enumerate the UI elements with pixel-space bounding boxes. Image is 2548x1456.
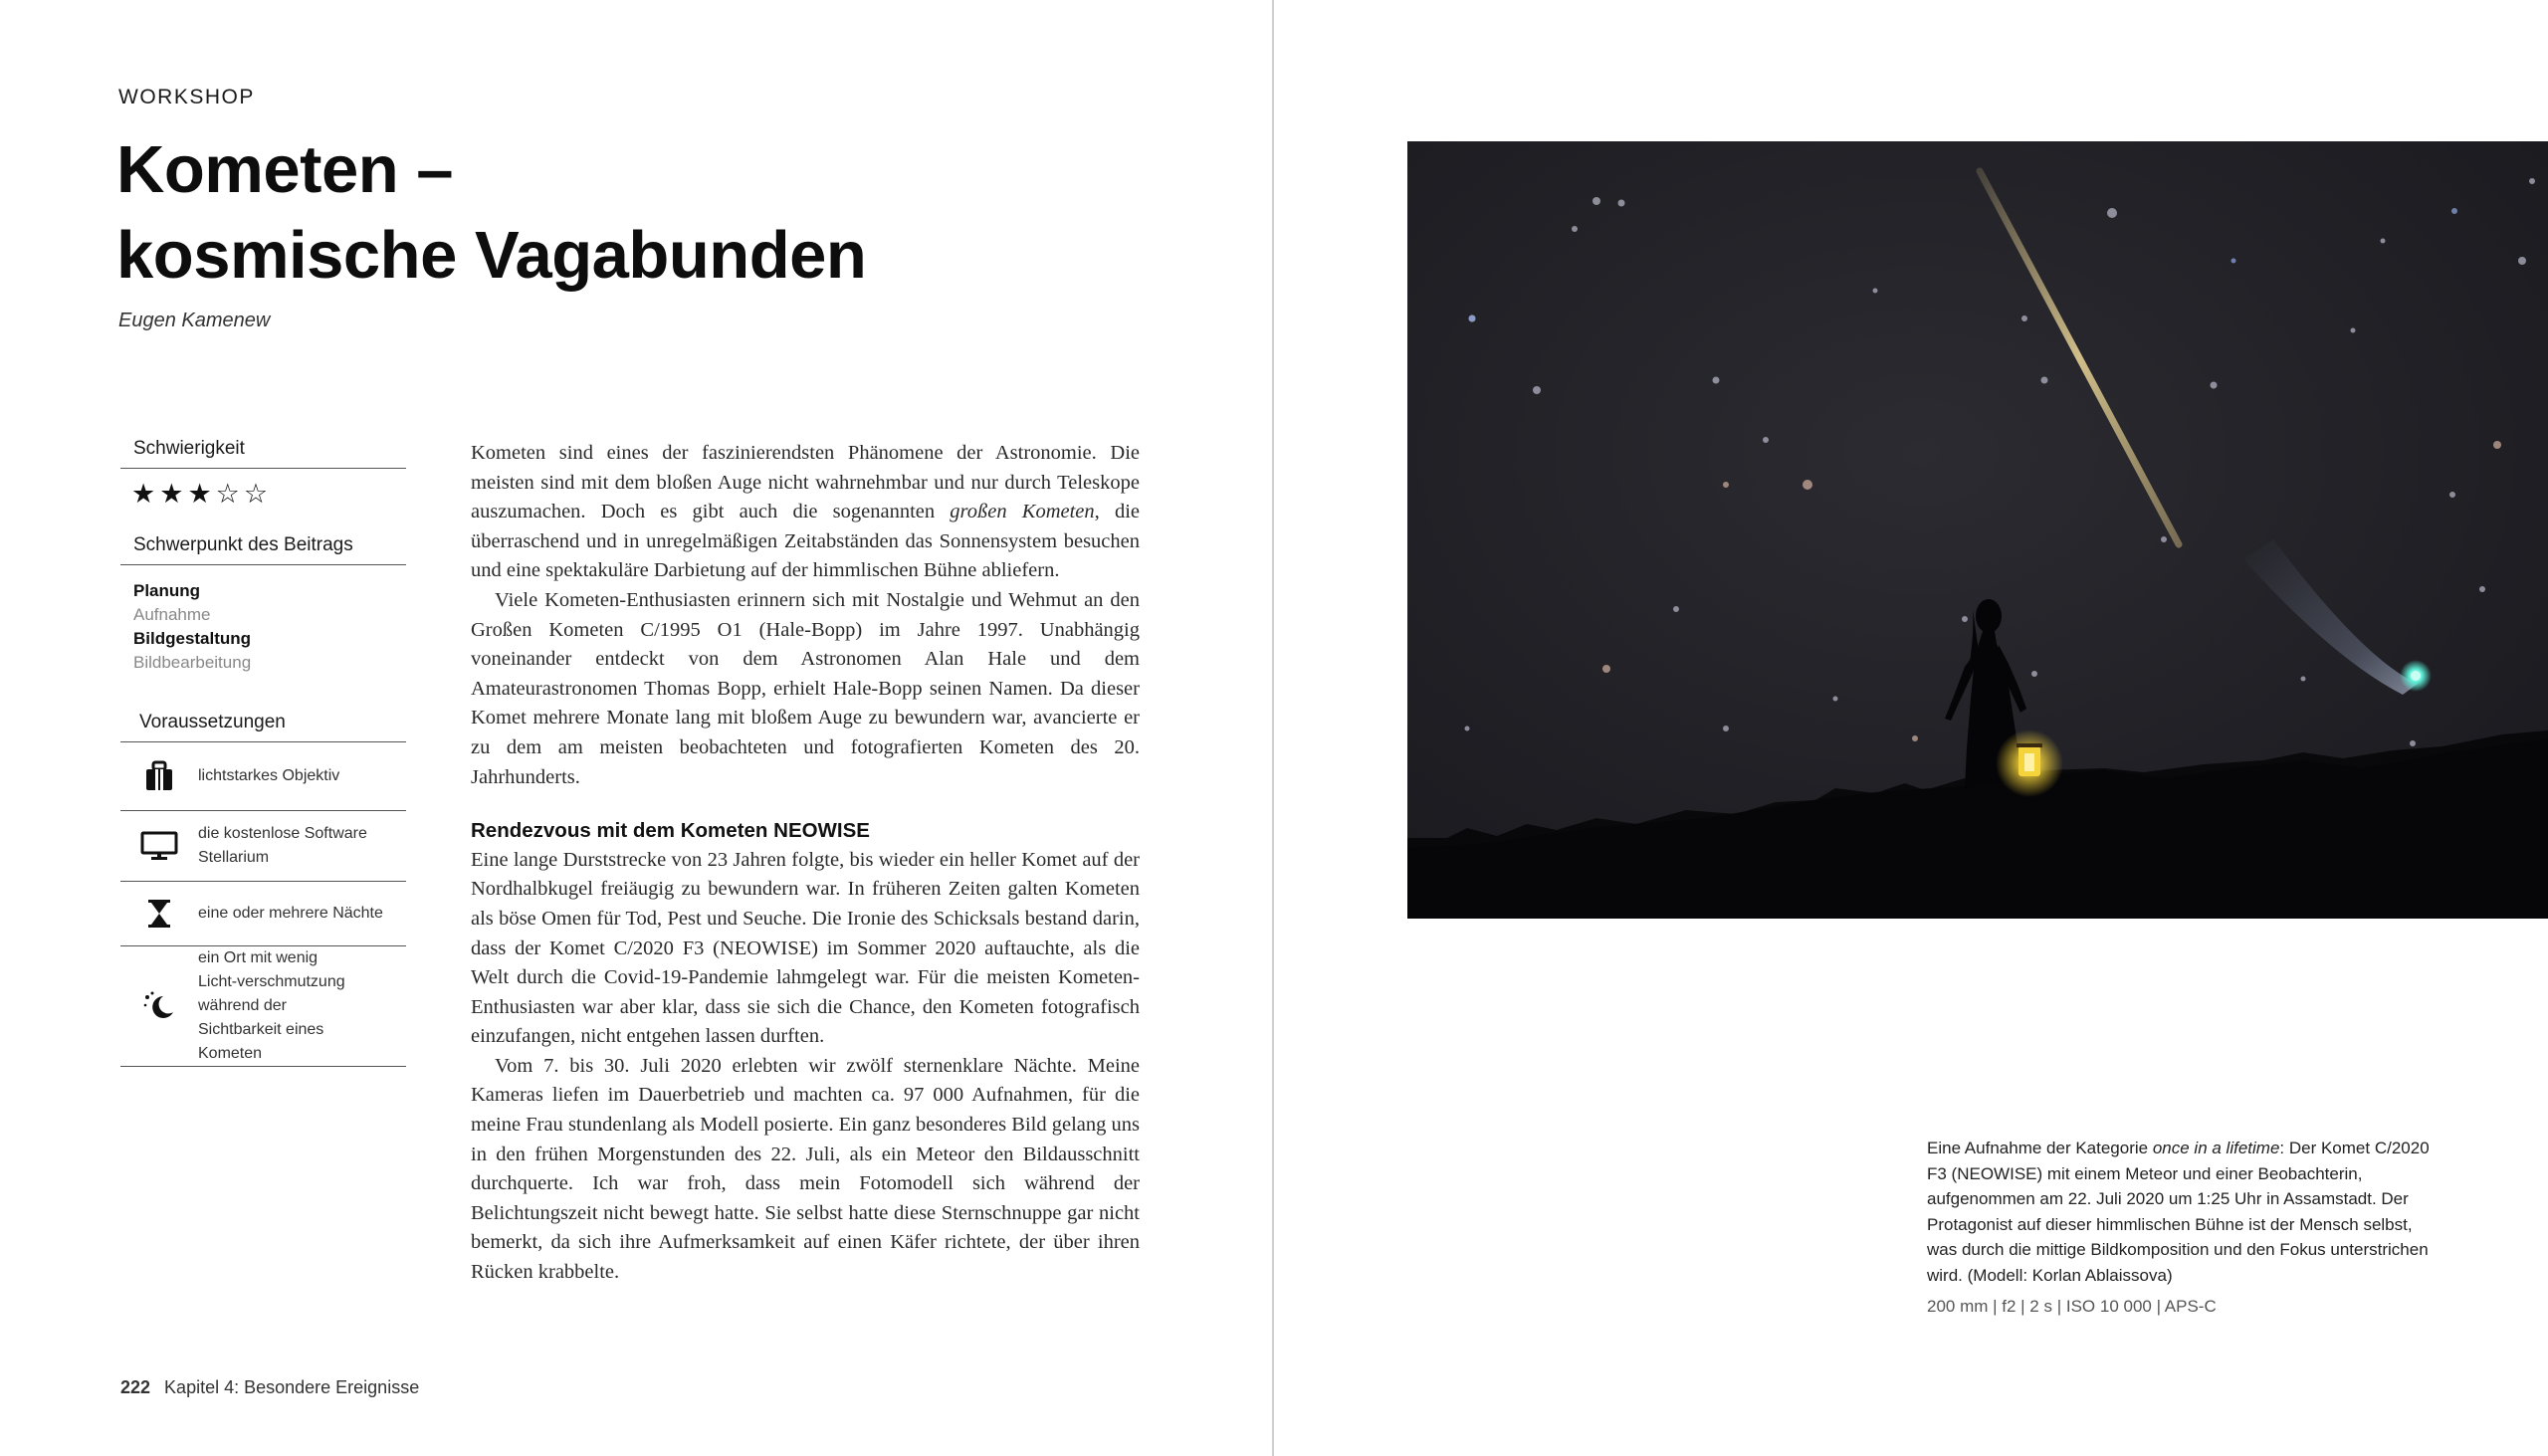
page-number: 222 bbox=[120, 1377, 151, 1397]
author-name: Eugen Kamenew bbox=[118, 310, 271, 331]
camera-bag-icon bbox=[120, 760, 198, 792]
text-run: Kometen sind eines der faszinierendsten Phänomene der Astronomie. Die meisten sind mit dem bloßen Auge nicht wahrnehmbar und nur durch Teleskope auszumachen. Doch es gibt auch die sogenannten bbox=[471, 442, 1140, 523]
info-sidebar bbox=[120, 438, 406, 1067]
difficulty-stars bbox=[120, 469, 406, 519]
title-line-2: kosmische Vagabunden bbox=[116, 218, 867, 293]
star-filled-icon: ★ bbox=[159, 479, 184, 509]
requirements-heading: Voraussetzungen bbox=[120, 712, 406, 742]
subheading: Rendezvous mit dem Kometen NEOWISE bbox=[471, 819, 870, 843]
left-page bbox=[0, 0, 1271, 1456]
hourglass-icon bbox=[120, 899, 198, 929]
moon-stars-icon bbox=[120, 990, 198, 1022]
book-gutter bbox=[1272, 0, 1274, 1456]
focus-item: Bildbearbeitung bbox=[133, 653, 252, 672]
focus-item: Planung bbox=[133, 581, 201, 600]
caption-text: : Der Komet C/2020 F3 (NEOWISE) mit einem Meteor und einer Beobachterin, aufgenommen am 22. Juli 2020 um 1:25 Uhr in Assamstadt. Der Protagonist auf dieser himmlischen Bühne ist der Mensch selbst, was durch die mittige Bildkomposition und den Fokus unterstrichen wird. (Modell: Korlan Ablaissova) bbox=[1927, 1139, 2430, 1285]
paragraph: Vom 7. bis 30. Juli 2020 erlebten wir zwölf sternenklare Nächte. Meine Kameras liefen im Dauerbetrieb und machten ca. 97 000 Aufnahmen, für die meine Frau stundenlang als Modell posierte. Ein ganz besonderes Bild gelang uns in den frühen Morgenstunden des 22. Juli, als ein Meteor den Bildausschnitt durchquerte. Ich war froh, dass mein Fotomodell sich während der Belichtungszeit nicht bewegt hatte. Sie selbst hatte diese Sternschnuppe gar nicht bemerkt, da sich ihre Aufmerksamkeit auf einen Käfer richtete, der über ihren Rücken krabbelte. bbox=[471, 1054, 1140, 1284]
focus-item: Aufnahme bbox=[133, 605, 211, 624]
paragraph bbox=[471, 439, 1140, 586]
photo-exif: 200 mm | f2 | 2 s | ISO 10 000 | APS-C bbox=[1927, 1297, 2217, 1316]
caption-emphasis: once in a lifetime bbox=[2152, 1139, 2280, 1157]
chapter-label: Kapitel 4: Besondere Ereignisse bbox=[164, 1377, 420, 1397]
comet-photo bbox=[1407, 141, 2548, 919]
star-filled-icon: ★ bbox=[131, 479, 156, 509]
difficulty-heading: Schwierigkeit bbox=[120, 438, 406, 469]
star-empty-icon: ☆ bbox=[243, 479, 269, 509]
page-title bbox=[116, 127, 866, 299]
requirement-text: ein Ort mit wenig Licht-verschmutzung während der Sichtbarkeit eines Kometen bbox=[198, 949, 345, 1062]
requirement-text: lichtstarkes Objektiv bbox=[198, 767, 340, 784]
article-body bbox=[471, 439, 1140, 1288]
star-empty-icon: ☆ bbox=[215, 479, 240, 509]
paragraph: Viele Kometen-Enthusiasten erinnern sich mit Nostalgie und Wehmut an den Großen Kometen C/1995 O1 (Hale-Bopp) im Jahre 1997. Unabhängig voneinander entdeckt von dem Astronomen Alan Hale und dem Amateurastronomen Thomas Bopp, erhielt Hale-Bopp seinen Namen. Da dieser Komet mehrere Monate lang mit bloßem Auge zu bewundern war, avancierte er zu dem am meisten beobachteten und fotografierten Kometen des 20. Jahrhunderts. bbox=[471, 588, 1140, 788]
requirement-text: eine oder mehrere Nächte bbox=[198, 905, 383, 922]
caption-text: Eine Aufnahme der Kategorie bbox=[1927, 1139, 2153, 1157]
page-footer bbox=[120, 1377, 419, 1398]
photo-caption bbox=[1927, 1136, 2435, 1288]
section-label: WORKSHOP bbox=[118, 86, 255, 108]
text-run: , die überraschend und in unregelmäßigen Zeitabständen das Sonnensystem besuchen und eine spektakuläre Darbietung auf der himmlischen Bühne abliefern. bbox=[471, 501, 1140, 582]
requirement-row bbox=[120, 742, 406, 811]
monitor-icon bbox=[120, 831, 198, 861]
emphasis: großen Kometen bbox=[950, 501, 1095, 523]
requirement-row bbox=[120, 811, 406, 882]
title-line-1: Kometen – bbox=[116, 132, 454, 207]
star-filled-icon: ★ bbox=[187, 479, 212, 509]
paragraph: Eine lange Durststrecke von 23 Jahren folgte, bis wieder ein heller Komet auf der Nordhalbkugel freiäugig zu bewundern war. In früheren Zeiten galten Kometen als böse Omen für Tod, Pest und Seuche. Die Ironie des Schicksals bestand darin, dass der Komet C/2020 F3 (NEOWISE) im Sommer 2020 auftauchte, als die Welt durch die Covid-19-Pandemie lahmgelegt war. Für die meisten Kometen-Enthusiasten war aber klar, dass sie sich die Chance, den Kometen fotografisch einzufangen, nicht entgehen lassen durften. bbox=[471, 848, 1140, 1048]
focus-heading: Schwerpunkt des Beitrags bbox=[120, 534, 406, 565]
requirement-row bbox=[120, 946, 406, 1067]
requirement-row bbox=[120, 882, 406, 946]
focus-item: Bildgestaltung bbox=[133, 629, 252, 648]
focus-list bbox=[120, 565, 406, 675]
requirement-text: die kostenlose Software Stellarium bbox=[198, 825, 367, 866]
